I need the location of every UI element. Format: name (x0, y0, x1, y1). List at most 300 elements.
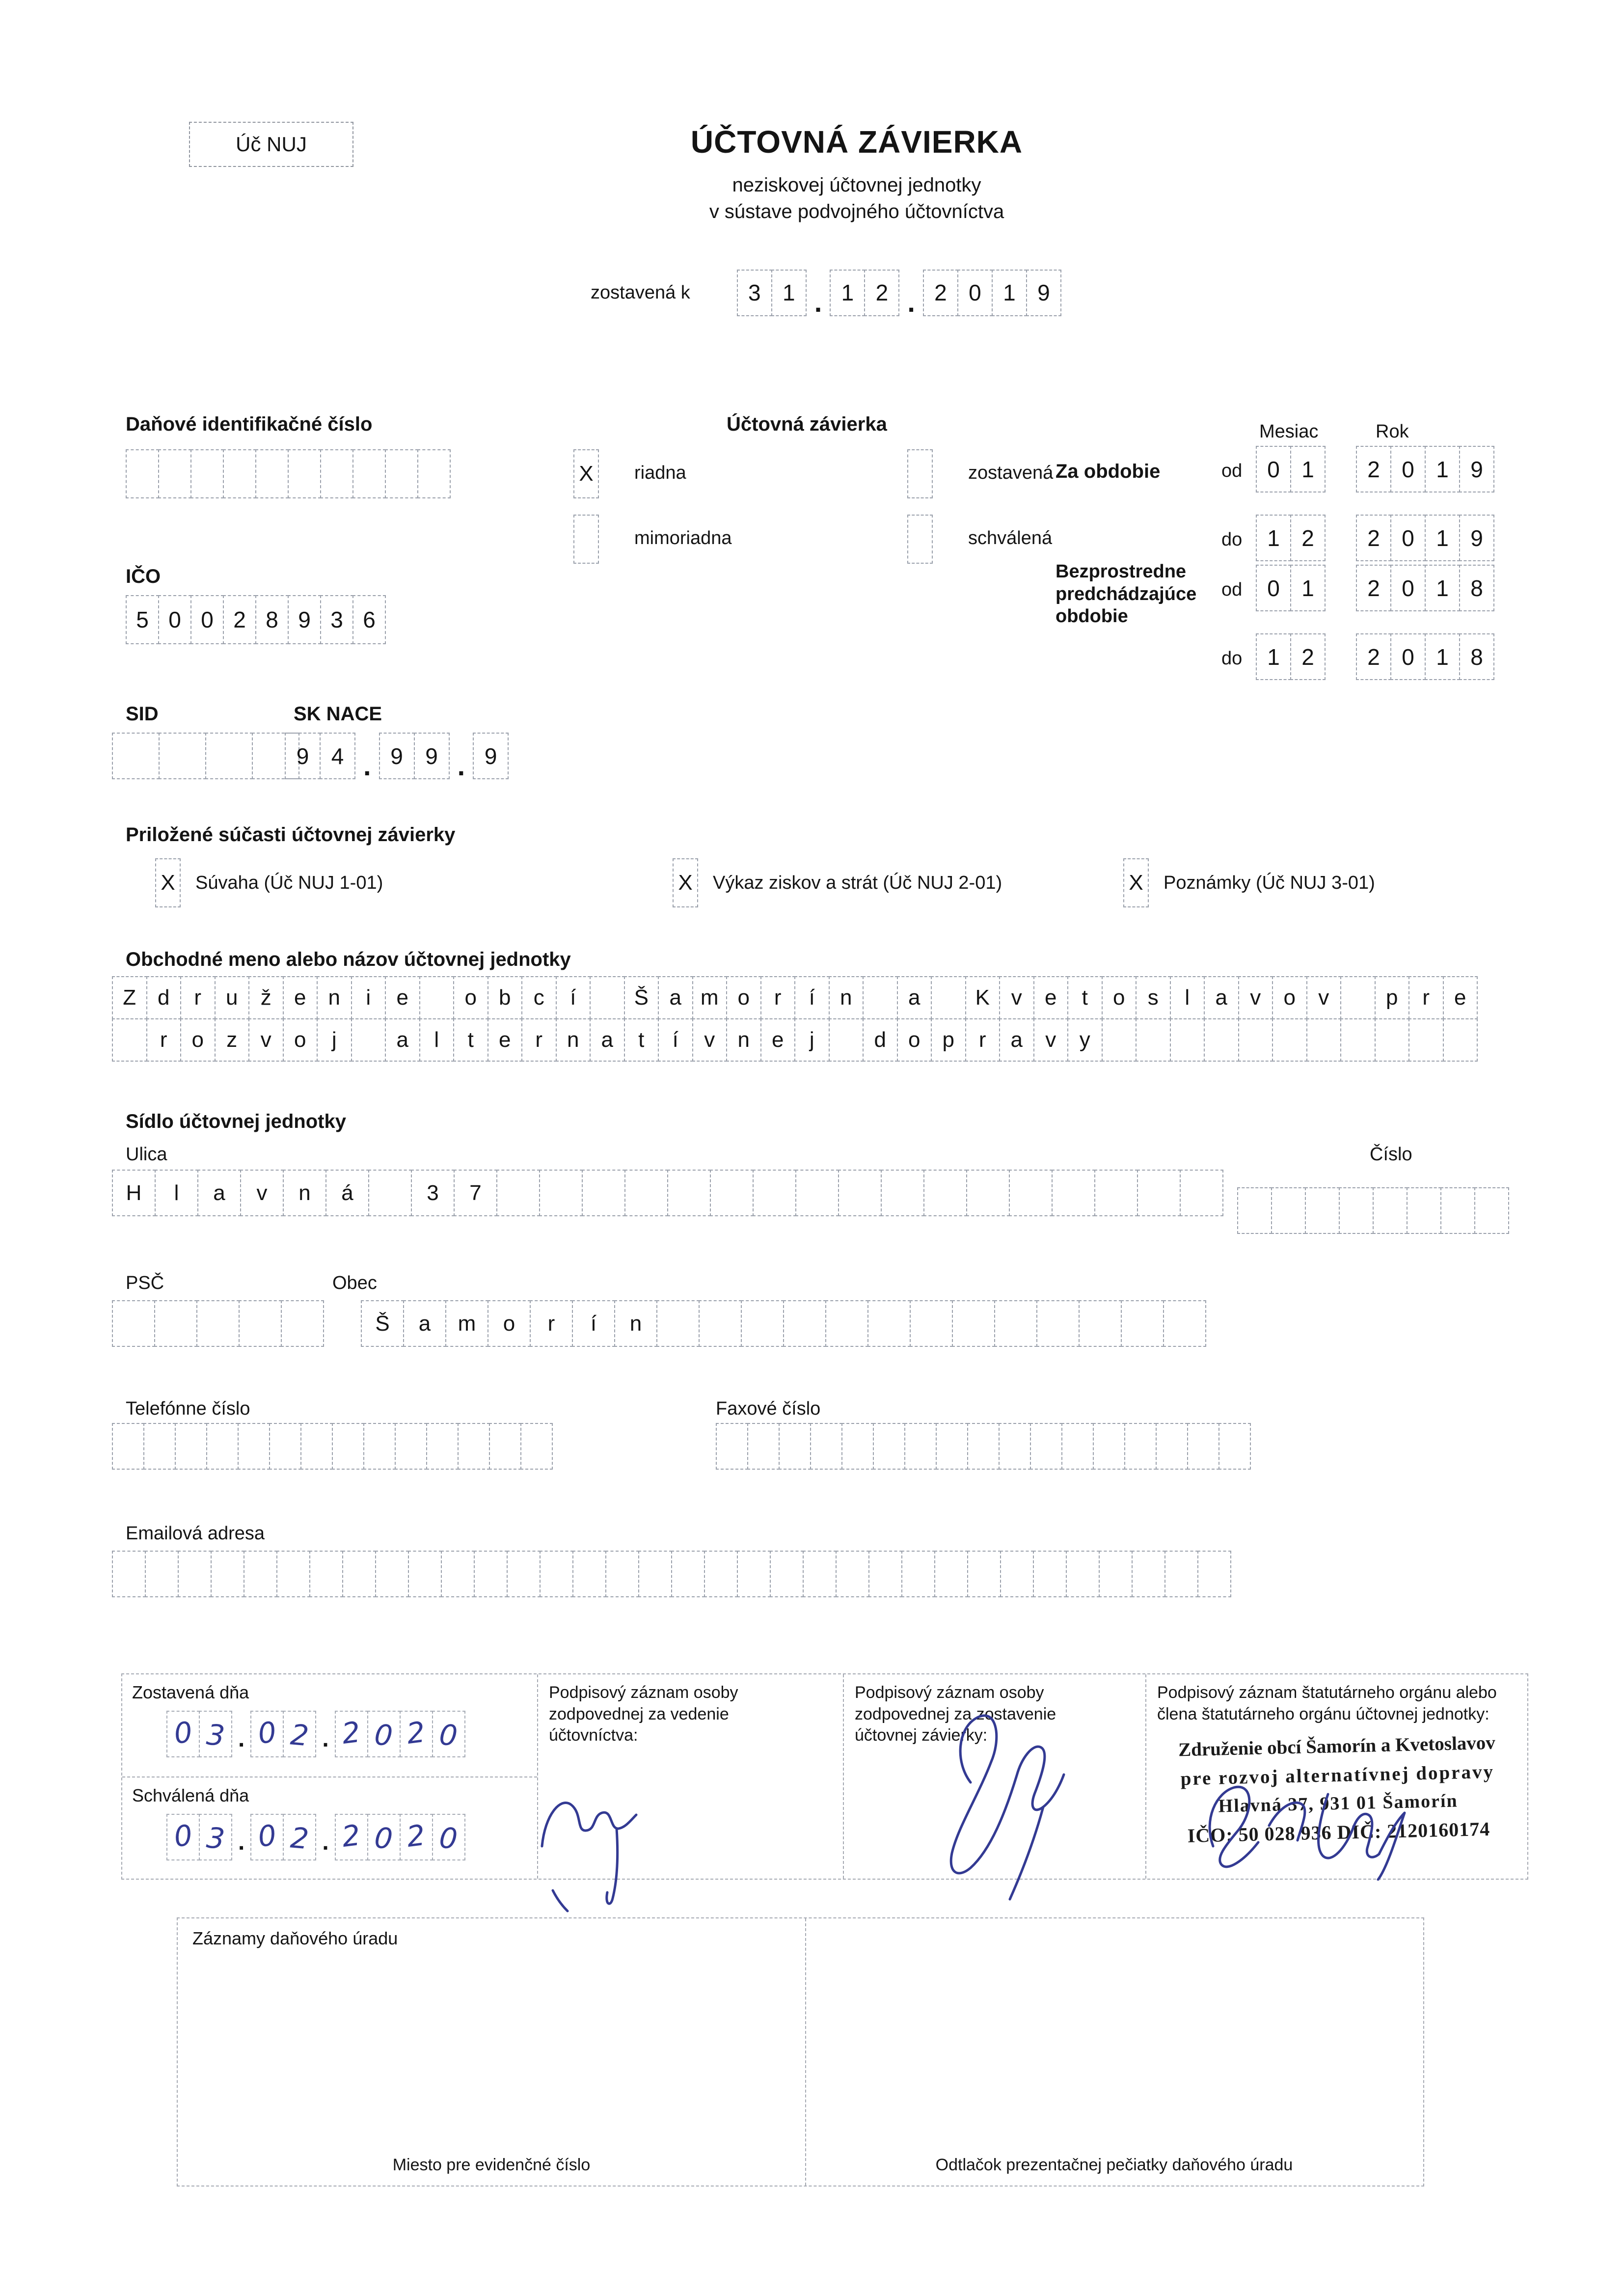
char-cell[interactable] (1440, 1187, 1475, 1234)
char-cell[interactable] (1290, 446, 1326, 492)
char-cell[interactable] (1136, 976, 1171, 1019)
prev-do-year-grid[interactable] (1356, 633, 1494, 680)
char-cell[interactable] (1033, 976, 1069, 1019)
char-cell[interactable] (638, 1551, 672, 1597)
char-cell[interactable] (864, 270, 899, 316)
street-grid[interactable] (112, 1170, 1223, 1216)
char-cell[interactable] (1099, 1551, 1133, 1597)
char-cell[interactable] (166, 1711, 200, 1757)
char-cell[interactable] (400, 1814, 433, 1860)
char-cell[interactable] (810, 1423, 842, 1470)
char-cell[interactable] (1237, 1187, 1272, 1234)
char-cell[interactable] (426, 1423, 459, 1470)
char-cell[interactable] (385, 449, 418, 498)
street-number-grid[interactable] (1237, 1187, 1509, 1234)
approved-on-year-grid[interactable] (335, 1814, 465, 1860)
char-cell[interactable] (1375, 1018, 1410, 1062)
char-cell[interactable] (1137, 1170, 1181, 1216)
sknace-grid-1[interactable] (285, 733, 355, 779)
char-cell[interactable] (283, 1711, 316, 1757)
char-cell[interactable] (240, 1170, 284, 1216)
compiled-month-grid[interactable] (830, 270, 899, 316)
char-cell[interactable] (590, 1018, 625, 1062)
checkbox-zostavena[interactable] (907, 449, 933, 498)
char-cell[interactable] (1356, 446, 1391, 492)
char-cell[interactable] (1305, 1187, 1340, 1234)
phone-grid[interactable] (112, 1423, 553, 1470)
char-cell[interactable] (868, 1551, 902, 1597)
char-cell[interactable] (1000, 1551, 1034, 1597)
char-cell[interactable] (223, 595, 256, 644)
fax-grid[interactable] (716, 1423, 1251, 1470)
char-cell[interactable] (288, 595, 321, 644)
char-cell[interactable] (770, 1551, 804, 1597)
char-cell[interactable] (1290, 565, 1326, 611)
char-cell[interactable] (283, 1170, 326, 1216)
prev-od-month-grid[interactable] (1256, 565, 1326, 611)
char-cell[interactable] (300, 1423, 333, 1470)
char-cell[interactable] (825, 1300, 868, 1347)
char-cell[interactable] (936, 1423, 968, 1470)
char-cell[interactable] (590, 976, 625, 1019)
char-cell[interactable] (829, 1018, 864, 1062)
char-cell[interactable] (1425, 565, 1460, 611)
char-cell[interactable] (342, 1551, 376, 1597)
char-cell[interactable] (863, 976, 898, 1019)
checkbox-vykaz[interactable]: X (673, 858, 698, 907)
char-cell[interactable] (317, 1018, 352, 1062)
char-cell[interactable] (910, 1300, 953, 1347)
char-cell[interactable] (520, 1423, 553, 1470)
char-cell[interactable] (244, 1551, 277, 1597)
char-cell[interactable] (1067, 976, 1103, 1019)
char-cell[interactable] (1238, 1018, 1273, 1062)
char-cell[interactable] (1156, 1423, 1188, 1470)
char-cell[interactable] (126, 595, 159, 644)
char-cell[interactable] (830, 270, 865, 316)
char-cell[interactable] (692, 1018, 728, 1062)
char-cell[interactable] (1121, 1300, 1164, 1347)
char-cell[interactable] (829, 976, 864, 1019)
char-cell[interactable] (1390, 633, 1426, 680)
char-cell[interactable] (1390, 446, 1426, 492)
char-cell[interactable] (539, 1170, 583, 1216)
char-cell[interactable] (154, 1300, 197, 1347)
char-cell[interactable] (965, 976, 1001, 1019)
char-cell[interactable] (215, 1018, 250, 1062)
char-cell[interactable] (158, 595, 191, 644)
char-cell[interactable] (881, 1170, 924, 1216)
char-cell[interactable] (205, 733, 253, 779)
char-cell[interactable] (692, 976, 728, 1019)
ico-grid[interactable] (126, 595, 386, 644)
char-cell[interactable] (178, 1551, 212, 1597)
char-cell[interactable] (931, 976, 966, 1019)
char-cell[interactable] (379, 733, 415, 779)
char-cell[interactable] (473, 733, 509, 779)
char-cell[interactable] (923, 270, 958, 316)
char-cell[interactable] (1375, 976, 1410, 1019)
char-cell[interactable] (414, 733, 450, 779)
char-cell[interactable] (1204, 976, 1239, 1019)
char-cell[interactable] (112, 1423, 144, 1470)
char-cell[interactable] (1102, 976, 1137, 1019)
compiled-day-grid[interactable] (737, 270, 807, 316)
char-cell[interactable] (1306, 1018, 1342, 1062)
char-cell[interactable] (368, 1170, 412, 1216)
char-cell[interactable] (1094, 1170, 1138, 1216)
char-cell[interactable] (737, 270, 772, 316)
char-cell[interactable] (419, 976, 455, 1019)
char-cell[interactable] (1390, 565, 1426, 611)
char-cell[interactable] (1407, 1187, 1441, 1234)
business-name-row-1[interactable] (112, 976, 1478, 1019)
char-cell[interactable] (1443, 976, 1478, 1019)
char-cell[interactable] (1474, 1187, 1509, 1234)
char-cell[interactable] (753, 1170, 796, 1216)
char-cell[interactable] (400, 1711, 433, 1757)
char-cell[interactable] (1033, 1551, 1067, 1597)
char-cell[interactable] (1052, 1170, 1095, 1216)
char-cell[interactable] (1197, 1551, 1231, 1597)
sknace-grid-2[interactable] (379, 733, 450, 779)
char-cell[interactable] (180, 976, 216, 1019)
char-cell[interactable] (710, 1170, 754, 1216)
char-cell[interactable] (923, 1170, 967, 1216)
char-cell[interactable] (1356, 565, 1391, 611)
char-cell[interactable] (320, 449, 353, 498)
char-cell[interactable] (966, 1170, 1010, 1216)
char-cell[interactable] (1187, 1423, 1219, 1470)
char-cell[interactable] (771, 270, 807, 316)
char-cell[interactable] (747, 1423, 780, 1470)
char-cell[interactable] (965, 1018, 1001, 1062)
compiled-on-year-grid[interactable] (335, 1711, 465, 1757)
char-cell[interactable] (521, 1018, 557, 1062)
char-cell[interactable] (1443, 1018, 1478, 1062)
char-cell[interactable] (432, 1711, 465, 1757)
checkbox-suvaha[interactable]: X (155, 858, 181, 907)
char-cell[interactable] (794, 1018, 830, 1062)
char-cell[interactable] (112, 976, 147, 1019)
char-cell[interactable] (385, 976, 420, 1019)
char-cell[interactable] (453, 1018, 488, 1062)
approved-on-month-grid[interactable] (250, 1814, 316, 1860)
char-cell[interactable] (1373, 1187, 1407, 1234)
char-cell[interactable] (269, 1423, 301, 1470)
char-cell[interactable] (726, 1018, 761, 1062)
char-cell[interactable] (967, 1551, 1001, 1597)
char-cell[interactable] (967, 1423, 1000, 1470)
char-cell[interactable] (624, 1170, 668, 1216)
char-cell[interactable] (395, 1423, 427, 1470)
char-cell[interactable] (624, 976, 659, 1019)
char-cell[interactable] (288, 449, 321, 498)
char-cell[interactable] (1290, 515, 1326, 561)
char-cell[interactable] (836, 1551, 869, 1597)
char-cell[interactable] (155, 1170, 198, 1216)
char-cell[interactable] (197, 1170, 241, 1216)
char-cell[interactable] (248, 976, 284, 1019)
char-cell[interactable] (250, 1711, 284, 1757)
char-cell[interactable] (432, 1814, 465, 1860)
char-cell[interactable] (1272, 976, 1307, 1019)
char-cell[interactable] (1408, 1018, 1444, 1062)
char-cell[interactable] (361, 1300, 404, 1347)
period-od-year-grid[interactable] (1356, 446, 1494, 492)
char-cell[interactable] (283, 1814, 316, 1860)
char-cell[interactable] (952, 1300, 995, 1347)
char-cell[interactable] (320, 595, 353, 644)
char-cell[interactable] (496, 1170, 540, 1216)
char-cell[interactable] (1093, 1423, 1125, 1470)
char-cell[interactable] (1218, 1423, 1251, 1470)
char-cell[interactable] (367, 1711, 401, 1757)
char-cell[interactable] (1425, 633, 1460, 680)
period-do-month-grid[interactable] (1256, 515, 1326, 561)
char-cell[interactable] (441, 1551, 475, 1597)
char-cell[interactable] (901, 1551, 935, 1597)
char-cell[interactable] (741, 1300, 784, 1347)
char-cell[interactable] (320, 733, 355, 779)
char-cell[interactable] (582, 1170, 625, 1216)
char-cell[interactable] (1459, 515, 1494, 561)
char-cell[interactable] (325, 1170, 369, 1216)
char-cell[interactable] (699, 1300, 742, 1347)
char-cell[interactable] (1356, 633, 1391, 680)
char-cell[interactable] (1256, 515, 1291, 561)
char-cell[interactable] (667, 1170, 711, 1216)
char-cell[interactable] (999, 976, 1034, 1019)
char-cell[interactable] (375, 1551, 409, 1597)
char-cell[interactable] (190, 595, 224, 644)
char-cell[interactable] (211, 1551, 244, 1597)
char-cell[interactable] (704, 1551, 738, 1597)
char-cell[interactable] (934, 1551, 968, 1597)
sid-grid[interactable] (112, 733, 299, 779)
char-cell[interactable] (838, 1170, 882, 1216)
char-cell[interactable] (671, 1551, 705, 1597)
char-cell[interactable] (332, 1423, 364, 1470)
char-cell[interactable] (656, 1300, 700, 1347)
char-cell[interactable] (1170, 1018, 1205, 1062)
char-cell[interactable] (1306, 976, 1342, 1019)
char-cell[interactable] (126, 449, 159, 498)
char-cell[interactable] (1290, 633, 1326, 680)
char-cell[interactable] (206, 1423, 239, 1470)
char-cell[interactable] (1136, 1018, 1171, 1062)
prev-do-month-grid[interactable] (1256, 633, 1326, 680)
char-cell[interactable] (1339, 1187, 1374, 1234)
char-cell[interactable] (658, 1018, 693, 1062)
char-cell[interactable] (803, 1551, 837, 1597)
char-cell[interactable] (317, 976, 352, 1019)
char-cell[interactable] (190, 449, 224, 498)
char-cell[interactable] (146, 976, 182, 1019)
checkbox-riadna[interactable]: X (573, 449, 599, 498)
char-cell[interactable] (146, 1018, 182, 1062)
checkbox-poznamky[interactable]: X (1123, 858, 1149, 907)
char-cell[interactable] (863, 1018, 898, 1062)
char-cell[interactable] (1026, 270, 1061, 316)
char-cell[interactable] (760, 976, 796, 1019)
char-cell[interactable] (1170, 976, 1205, 1019)
char-cell[interactable] (957, 270, 993, 316)
char-cell[interactable] (1079, 1300, 1122, 1347)
char-cell[interactable] (931, 1018, 966, 1062)
char-cell[interactable] (1009, 1170, 1053, 1216)
approved-on-day-grid[interactable] (166, 1814, 232, 1860)
char-cell[interactable] (994, 1300, 1037, 1347)
char-cell[interactable] (1425, 515, 1460, 561)
char-cell[interactable] (351, 976, 386, 1019)
char-cell[interactable] (489, 1423, 521, 1470)
char-cell[interactable] (112, 1170, 156, 1216)
char-cell[interactable] (1061, 1423, 1094, 1470)
email-grid[interactable] (112, 1551, 1231, 1597)
char-cell[interactable] (624, 1018, 659, 1062)
char-cell[interactable] (352, 449, 386, 498)
char-cell[interactable] (417, 449, 451, 498)
char-cell[interactable] (897, 976, 932, 1019)
char-cell[interactable] (521, 976, 557, 1019)
char-cell[interactable] (445, 1300, 488, 1347)
char-cell[interactable] (1164, 1551, 1198, 1597)
char-cell[interactable] (1256, 565, 1291, 611)
char-cell[interactable] (572, 1551, 606, 1597)
char-cell[interactable] (335, 1711, 368, 1757)
char-cell[interactable] (1204, 1018, 1239, 1062)
char-cell[interactable] (454, 1170, 497, 1216)
char-cell[interactable] (199, 1711, 232, 1757)
char-cell[interactable] (180, 1018, 216, 1062)
char-cell[interactable] (1067, 1018, 1103, 1062)
char-cell[interactable] (1356, 515, 1391, 561)
char-cell[interactable] (458, 1423, 490, 1470)
char-cell[interactable] (367, 1814, 401, 1860)
char-cell[interactable] (1256, 633, 1291, 680)
char-cell[interactable] (716, 1423, 748, 1470)
char-cell[interactable] (248, 1018, 284, 1062)
char-cell[interactable] (572, 1300, 615, 1347)
char-cell[interactable] (250, 1814, 284, 1860)
checkbox-schvalena[interactable] (907, 515, 933, 564)
char-cell[interactable] (238, 1423, 270, 1470)
char-cell[interactable] (145, 1551, 179, 1597)
char-cell[interactable] (1238, 976, 1273, 1019)
char-cell[interactable] (614, 1300, 657, 1347)
char-cell[interactable] (283, 976, 318, 1019)
psc-grid[interactable] (112, 1300, 324, 1347)
char-cell[interactable] (992, 270, 1027, 316)
char-cell[interactable] (285, 733, 321, 779)
char-cell[interactable] (1390, 515, 1426, 561)
char-cell[interactable] (487, 976, 523, 1019)
prev-od-year-grid[interactable] (1356, 565, 1494, 611)
char-cell[interactable] (1030, 1423, 1062, 1470)
checkbox-mimoriadna[interactable] (573, 515, 599, 564)
dic-grid[interactable] (126, 449, 451, 498)
obec-grid[interactable] (361, 1300, 1206, 1347)
char-cell[interactable] (873, 1423, 905, 1470)
char-cell[interactable] (760, 1018, 796, 1062)
char-cell[interactable] (658, 976, 693, 1019)
char-cell[interactable] (281, 1300, 324, 1347)
char-cell[interactable] (199, 1814, 232, 1860)
char-cell[interactable] (143, 1423, 176, 1470)
char-cell[interactable] (794, 976, 830, 1019)
business-name-row-2[interactable] (112, 1018, 1478, 1062)
char-cell[interactable] (1272, 1018, 1307, 1062)
char-cell[interactable] (487, 1018, 523, 1062)
char-cell[interactable] (112, 1300, 155, 1347)
char-cell[interactable] (352, 595, 386, 644)
char-cell[interactable] (1033, 1018, 1069, 1062)
char-cell[interactable] (999, 1018, 1034, 1062)
char-cell[interactable] (999, 1423, 1031, 1470)
char-cell[interactable] (408, 1551, 442, 1597)
char-cell[interactable] (351, 1018, 386, 1062)
char-cell[interactable] (1459, 633, 1494, 680)
char-cell[interactable] (867, 1300, 911, 1347)
char-cell[interactable] (783, 1300, 826, 1347)
char-cell[interactable] (726, 976, 761, 1019)
char-cell[interactable] (411, 1170, 455, 1216)
char-cell[interactable] (1132, 1551, 1165, 1597)
char-cell[interactable] (112, 1018, 147, 1062)
char-cell[interactable] (112, 1551, 146, 1597)
char-cell[interactable] (196, 1300, 240, 1347)
compiled-on-day-grid[interactable] (166, 1711, 232, 1757)
char-cell[interactable] (453, 976, 488, 1019)
char-cell[interactable] (112, 733, 160, 779)
char-cell[interactable] (215, 976, 250, 1019)
period-od-month-grid[interactable] (1256, 446, 1326, 492)
char-cell[interactable] (507, 1551, 541, 1597)
char-cell[interactable] (1124, 1423, 1157, 1470)
char-cell[interactable] (530, 1300, 573, 1347)
char-cell[interactable] (1180, 1170, 1223, 1216)
char-cell[interactable] (474, 1551, 508, 1597)
char-cell[interactable] (487, 1300, 531, 1347)
char-cell[interactable] (1036, 1300, 1080, 1347)
char-cell[interactable] (1340, 976, 1376, 1019)
char-cell[interactable] (159, 733, 206, 779)
char-cell[interactable] (335, 1814, 368, 1860)
char-cell[interactable] (255, 449, 289, 498)
compiled-on-month-grid[interactable] (250, 1711, 316, 1757)
char-cell[interactable] (904, 1423, 937, 1470)
char-cell[interactable] (1256, 446, 1291, 492)
period-do-year-grid[interactable] (1356, 515, 1494, 561)
char-cell[interactable] (556, 1018, 591, 1062)
char-cell[interactable] (795, 1170, 839, 1216)
char-cell[interactable] (1459, 446, 1494, 492)
char-cell[interactable] (283, 1018, 318, 1062)
char-cell[interactable] (385, 1018, 420, 1062)
char-cell[interactable] (239, 1300, 282, 1347)
compiled-year-grid[interactable] (923, 270, 1061, 316)
char-cell[interactable] (166, 1814, 200, 1860)
char-cell[interactable] (419, 1018, 455, 1062)
char-cell[interactable] (1425, 446, 1460, 492)
char-cell[interactable] (1408, 976, 1444, 1019)
char-cell[interactable] (1066, 1551, 1100, 1597)
char-cell[interactable] (255, 595, 289, 644)
char-cell[interactable] (276, 1551, 310, 1597)
char-cell[interactable] (1340, 1018, 1376, 1062)
char-cell[interactable] (403, 1300, 446, 1347)
